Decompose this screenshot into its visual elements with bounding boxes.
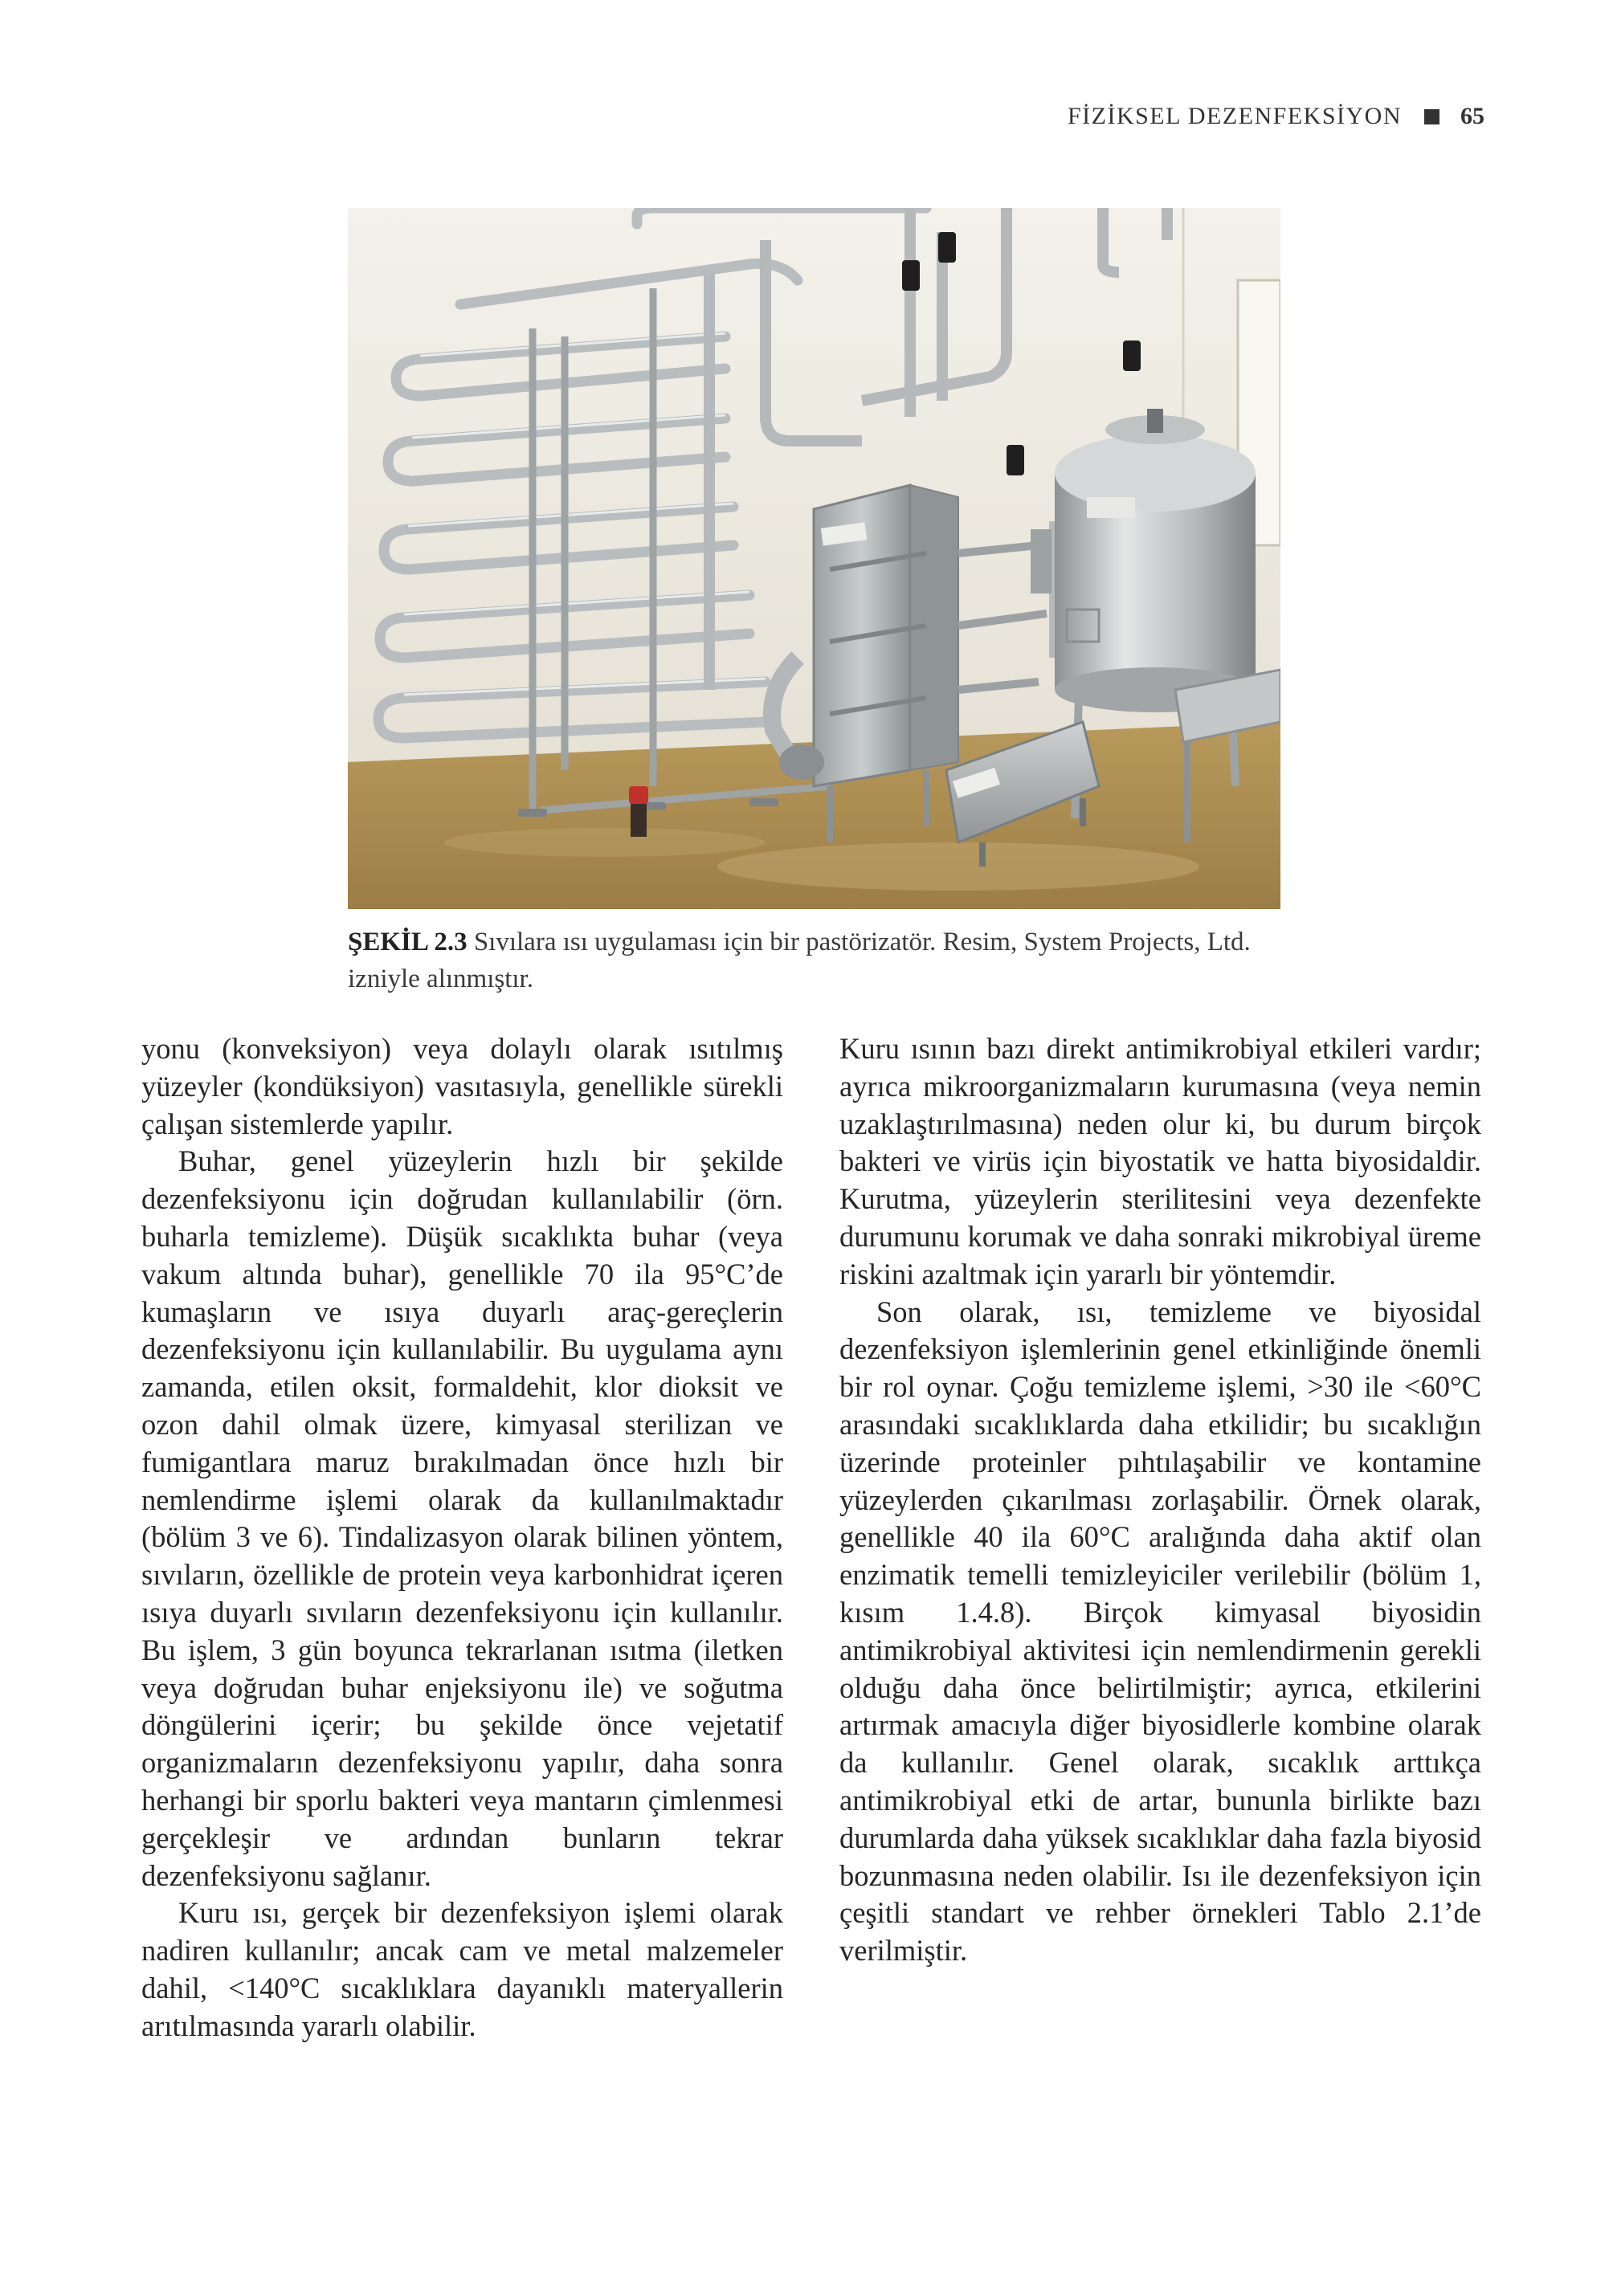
left-column <box>141 1030 783 2045</box>
page-number: 65 <box>1460 103 1484 129</box>
paragraph: Kuru ısının bazı direkt antimikrobiyal etkileri vardır; ayrıca mikroorganizmaların kurumasına (veya nemin uzaklaştırılmasına) neden olur ki, bu durum birçok bakteri ve virüs için biyostatik ve hatta biyosidaldir. Kurutma, yüzeylerin sterilitesini veya dezenfekte durumunu korumak ve daha sonraki mikrobiyal üreme riskini azaltmak için yararlı bir yöntemdir. <box>839 1032 1481 1291</box>
right-column <box>839 1030 1481 1970</box>
pasteurizer-photo <box>348 208 1280 909</box>
figure-caption-text: Sıvılara ısı uygulaması için bir pastörizatör. Resim, System Projects, Ltd. izniyle alınmıştır. <box>348 928 1251 993</box>
figure-label: ŞEKİL 2.3 <box>348 928 468 956</box>
paragraph: yonu (konveksiyon) veya dolaylı olarak ısıtılmış yüzeyler (kondüksiyon) vasıtasıyla, genellikle sürekli çalışan sistemlerde yapılır. <box>141 1032 783 1140</box>
section-title: FİZİKSEL DEZENFEKSİYON <box>1067 103 1402 129</box>
figure-caption <box>348 924 1280 997</box>
paragraph: Kuru ısı, gerçek bir dezenfeksiyon işlemi olarak nadiren kullanılır; ancak cam ve metal malzemeler dahil, <140°C sıcaklıklara dayanıklı materyallerin arıtılmasında yararlı olabilir. <box>141 1896 783 2042</box>
separator-square-icon <box>1424 109 1439 124</box>
paragraph: Buhar, genel yüzeylerin hızlı bir şekilde dezenfeksiyonu için doğrudan kullanılabilir (örn. buharla temizleme). Düşük sıcaklıkta buhar (veya vakum altında buhar), genellikle 70 ila 95°C’de kumaşların ve ısıya duyarlı araç-gereçlerin dezenfeksiyonu için kullanılabilir. Bu uygulama aynı zamanda, etilen oksit, formaldehit, klor dioksit ve ozon dahil olmak üzere, kimyasal sterilizan ve fumigantlara maruz bırakılmadan önce hızlı bir nemlendirme işlemi olarak da kullanılmaktadır (bölüm 3 ve 6). Tindalizasyon olarak bilinen yöntem, sıvıların, özellikle de protein veya karbonhidrat içeren ısıya duyarlı sıvıların dezenfeksiyonu için kullanılır. Bu işlem, 3 gün boyunca tekrarlanan ısıtma (iletken veya doğrudan buhar enjeksiyonu ile) ve soğutma döngülerini içerir; bu şekilde önce vejetatif organizmaların dezenfeksiyonu yapılır, daha sonra herhangi bir sporlu bakteri veya mantarın çimlenmesi gerçekleşir ve ardından bunların tekrar dezenfeksiyonu sağlanır. <box>141 1144 783 1892</box>
paragraph: Son olarak, ısı, temizleme ve biyosidal dezenfeksiyon işlemlerinin genel etkinliğinde önemli bir rol oynar. Çoğu temizleme işlemi, >30 ile <60°C arasındaki sıcaklıklarda daha etkilidir; bu sıcaklığın üzerinde proteinler pıhtılaşabilir ve kontamine yüzeylerden çıkarılması zorlaşabilir. Örnek olarak, genellikle 40 ila 60°C aralığında daha aktif olan enzimatik temelli temizleyiciler verilebilir (bölüm 1, kısım 1.4.8). Birçok kimyasal biyosidin antimikrobiyal aktivitesi için nemlendirmenin gerekli olduğu daha önce belirtilmiştir; ayrıca, etkilerini artırmak amacıyla diğer biyosidlerle kombine olarak da kullanılır. Genel olarak, sıcaklık arttıkça antimikrobiyal etki de artar, bununla birlikte bazı durumlarda daha yüksek sıcaklıklar daha fazla biyosid bozunmasına neden olabilir. Isı ile dezenfeksiyon için çeşitli standart ve rehber örnekleri Tablo 2.1’de verilmiştir. <box>839 1295 1481 1968</box>
running-head <box>1068 103 1484 130</box>
